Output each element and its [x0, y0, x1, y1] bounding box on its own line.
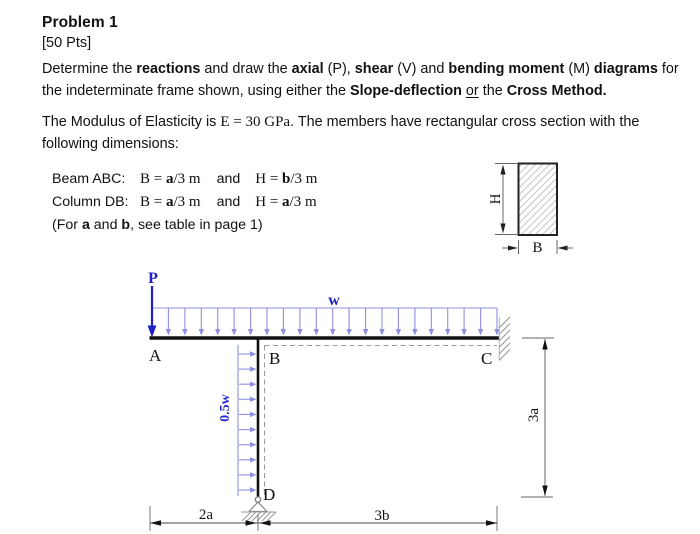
dimension-3a	[521, 338, 554, 497]
lateral-load-half-w	[238, 345, 257, 496]
problem-title: Problem 1	[42, 14, 118, 31]
column-b-var: a	[165, 193, 174, 210]
text-segment: . The members have rectangular cross section with the following dimensions:	[42, 114, 640, 153]
text-segment: the	[478, 83, 507, 100]
text-segment: The Modulus of Elasticity is	[42, 114, 221, 130]
text-segment: Slope-deflection	[349, 83, 462, 100]
distributed-load-w	[149, 308, 499, 336]
column-b-unit: /3 m	[173, 193, 201, 210]
distributed-load-label: w	[328, 292, 340, 309]
text-segment: shear	[354, 61, 394, 77]
point-load-arrow	[148, 286, 157, 338]
text-segment: diagrams	[593, 61, 658, 77]
text-segment: and	[89, 216, 122, 233]
points-label: [50 Pts]	[42, 35, 92, 51]
text-segment: , see table in page 1)	[130, 216, 263, 233]
beam-b-unit: /3 m	[173, 171, 201, 187]
text-segment: (V) and	[393, 61, 449, 77]
text-segment-underlined: or	[465, 83, 479, 100]
text-segment: Determine the	[42, 61, 137, 77]
section-width-label: B	[532, 240, 543, 256]
beam-b-eq: B =	[140, 171, 166, 187]
text-segment: axial	[291, 61, 324, 77]
text-segment: (M)	[564, 61, 594, 77]
beam-h-unit: /3 m	[290, 171, 318, 187]
cross-section-figure	[488, 164, 573, 257]
beam-h-var: b	[282, 171, 291, 187]
joint-label-c: C	[481, 349, 493, 368]
wall-support-c	[499, 317, 510, 361]
column-h-eq: H =	[255, 193, 283, 210]
beam-b-var: a	[165, 171, 174, 187]
frame-figure	[148, 270, 554, 531]
conjunction-and: and	[216, 171, 241, 187]
column-h-unit: /3 m	[289, 193, 317, 210]
modulus-value: E = 30 GPa	[220, 114, 291, 130]
text-segment: Cross Method.	[506, 83, 607, 100]
text-segment: for the indeterminate frame shown, using either the	[42, 61, 679, 100]
beam-spec-label: Beam ABC:	[52, 171, 126, 187]
text-segment: and draw the	[200, 61, 292, 77]
dim-label-3a: 3a	[526, 407, 542, 423]
text-segment: (For	[52, 216, 82, 233]
text-segment: b	[121, 216, 131, 233]
section-height-label: H	[488, 193, 504, 205]
text-segment: a	[81, 216, 90, 233]
column-h-var: a	[282, 193, 290, 210]
lateral-load-label: 0.5w	[218, 394, 233, 422]
point-load-label: P	[148, 270, 158, 287]
text-segment: reactions	[136, 61, 201, 77]
dashed-centerlines	[265, 346, 498, 497]
joint-label-a: A	[149, 346, 162, 365]
text-segment: (P),	[323, 61, 355, 77]
joint-label-b: B	[269, 349, 281, 368]
column-spec-label: Column DB:	[52, 193, 129, 210]
dim-label-3b: 3b	[374, 508, 390, 524]
conjunction-and: and	[216, 193, 241, 210]
dimension-2a-3b	[150, 506, 497, 531]
joint-label-d: D	[263, 485, 276, 504]
cross-section-rect	[519, 164, 558, 236]
text-segment: bending moment	[448, 61, 565, 77]
dim-label-2a: 2a	[198, 507, 214, 523]
column-b-eq: B =	[140, 193, 166, 210]
beam-h-eq: H =	[255, 171, 283, 187]
